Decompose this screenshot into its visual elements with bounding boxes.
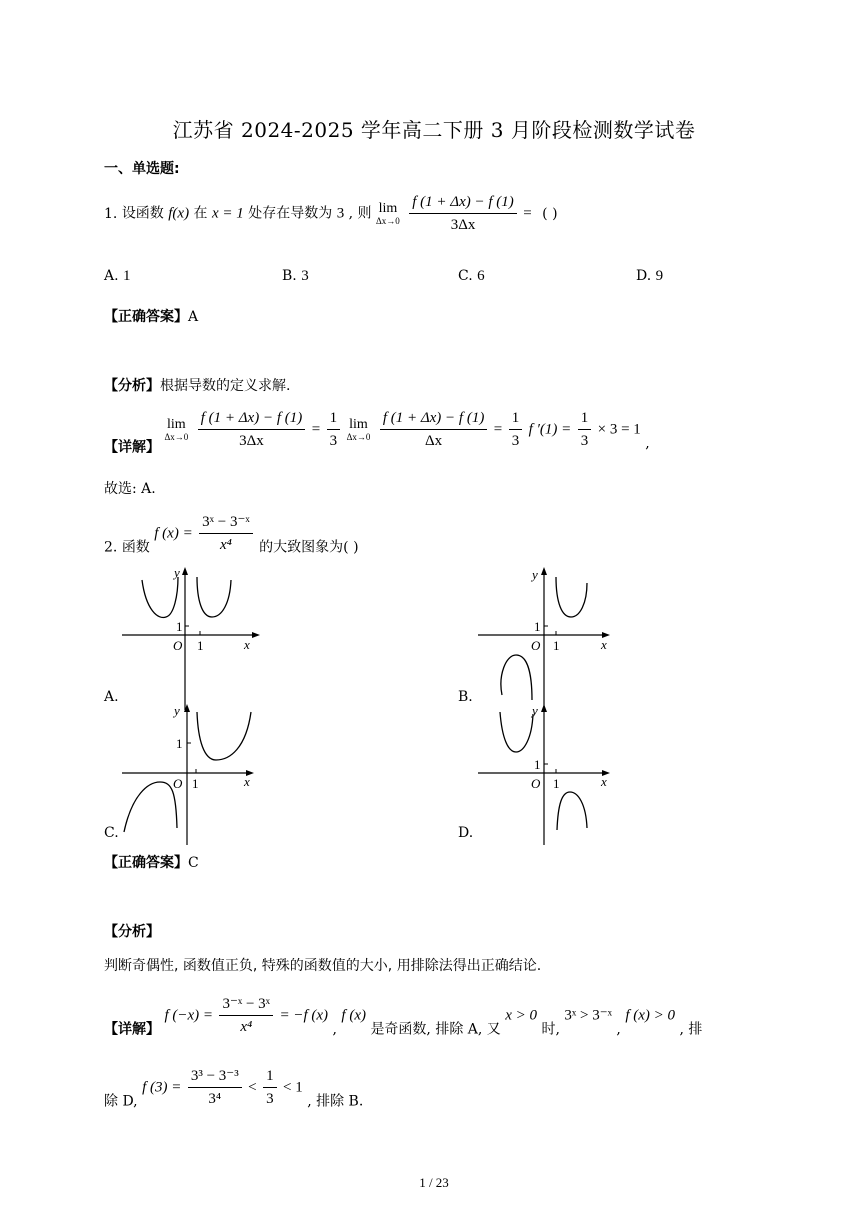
q1-detail-comma: , (645, 435, 650, 452)
graph-a-origin: O (173, 638, 183, 653)
graph-a-one-y: 1 (176, 619, 183, 634)
graph-c-one-x: 1 (192, 776, 199, 791)
q2-detail-f3: f (3) = (142, 1079, 182, 1096)
q2-detail-f3-num: 3³ − 3⁻³ (188, 1066, 242, 1088)
q2-graph-d (474, 700, 624, 845)
q1-analysis (104, 375, 290, 395)
q1-option-d-label: D. (636, 268, 652, 284)
q1-frac-den: 3Δx (450, 217, 476, 233)
q1-lim-sub: Δx→0 (376, 215, 400, 226)
q2-detail-lhs: f (−x) = (164, 1007, 214, 1024)
q1-analysis-label: 【分析】 (104, 378, 160, 394)
q1-cond: x = 1 (212, 205, 244, 222)
graph-c-one-y: 1 (176, 736, 183, 751)
q1-detail-times: × 3 = 1 (597, 421, 641, 438)
q1-detail-label: 【详解】 (104, 439, 160, 456)
q1-option-d-value: 9 (655, 268, 664, 284)
q2-detail-positive: f (x) > 0 (625, 1007, 676, 1024)
q2-f-lhs: f (x) = (154, 525, 193, 542)
q2-detail-f3-fraction (188, 1066, 242, 1109)
q1-conclusion: 故选: A. (104, 481, 156, 497)
q1-detail-eq-2: = (493, 421, 503, 438)
q2-detail-third-den: 3 (266, 1091, 274, 1107)
q1-detail-lim-1-word: lim (167, 416, 186, 432)
q1-detail-frac-1-num: f (1 + Δx) − f (1) (198, 408, 306, 430)
q1-detail-fprime: f ′(1) = (528, 421, 572, 438)
q2-detail-num: 3⁻ˣ − 3ˣ (219, 994, 273, 1016)
graph-b-curve-left (501, 655, 532, 700)
q2-detail-fraction (219, 994, 273, 1037)
q1-stem (104, 192, 558, 235)
q2-graph-c (118, 700, 268, 845)
graph-c-y-label: y (174, 703, 180, 718)
q1-detail-third-num: 1 (327, 408, 341, 430)
q2-analysis-text: 判断奇偶性, 函数值正负, 特殊的函数值的大小, 用排除法得出正确结论. (104, 958, 542, 974)
q2-detail-third-num: 1 (263, 1066, 277, 1088)
q1-text-1: 设函数 (121, 205, 164, 222)
q1-lim (376, 202, 400, 226)
q2-text-1: 函数 (121, 539, 150, 556)
graph-d-origin: O (531, 776, 541, 791)
q1-detail-lim-2-word: lim (349, 416, 368, 432)
graph-a-x-label: x (244, 637, 250, 652)
graph-c-curve-right (197, 712, 251, 760)
q2-detail-lt1: < 1 (283, 1079, 303, 1096)
graph-d-curve-right (557, 792, 587, 830)
q1-answer-label: 【正确答案】 (104, 309, 188, 325)
q1-detail-third-2-num: 1 (509, 408, 523, 430)
q2-detail-line-2 (104, 1066, 363, 1112)
q2-graph-a (118, 565, 268, 710)
graph-b-origin: O (531, 638, 541, 653)
q2-text-2: 的大致图象为( ) (259, 539, 359, 556)
q1-fx: f(x) (168, 205, 190, 222)
q2-detail-text-3: , 排 (679, 1021, 703, 1038)
q1-detail-frac-2-num: f (1 + Δx) − f (1) (380, 408, 488, 430)
q1-option-a (104, 268, 131, 285)
q1-detail-third-3-num: 1 (578, 408, 592, 430)
q2-f-den: x⁴ (220, 537, 232, 553)
q2-detail-label: 【详解】 (104, 1021, 160, 1038)
q2-stem (104, 512, 359, 558)
q1-detail-third-2 (509, 408, 523, 451)
q1-detail-lim-1-sub: Δx→0 (164, 431, 189, 442)
q2-f-fraction (199, 512, 253, 555)
q2-detail-rhs: = −f (x) (279, 1007, 329, 1024)
q1-detail (104, 408, 650, 458)
q1-detail-eq-1: = (311, 421, 321, 438)
q2-detail-lt: < (248, 1079, 257, 1096)
graph-b-curve-right (556, 577, 587, 617)
q2-detail-f3-den: 3⁴ (208, 1091, 222, 1107)
q1-detail-lim-1 (164, 418, 188, 442)
q2-detail-comma-2: , (616, 1021, 621, 1038)
graph-b-x-label: x (601, 637, 607, 652)
graph-c-origin: O (173, 776, 183, 791)
graph-b-one-y: 1 (534, 619, 541, 634)
q1-detail-third-3-den: 3 (580, 433, 589, 449)
graph-b-one-x: 1 (553, 638, 560, 653)
q2-detail-comma-1: , (332, 1021, 337, 1038)
q1-option-b (282, 268, 309, 285)
graph-a-one-x: 1 (197, 638, 204, 653)
q1-option-c (458, 268, 485, 285)
q1-detail-lim-2-sub: Δx→0 (346, 431, 371, 442)
q2-detail-text-5: , 排除 B. (307, 1093, 364, 1110)
page-title: 江苏省 2024-2025 学年高二下册 3 月阶段检测数学试卷 (172, 118, 696, 142)
q1-option-a-label: A. (104, 268, 119, 284)
graph-a-y-label: y (174, 565, 180, 580)
q1-detail-frac-2 (380, 408, 488, 451)
graph-b-y-label: y (532, 567, 538, 582)
q1-text-3: 处存在导数为 (248, 205, 333, 222)
q2-detail-ineq: 3ˣ > 3⁻ˣ (564, 1007, 612, 1024)
graph-c-x-label: x (244, 774, 250, 789)
q1-detail-third-2-den: 3 (511, 433, 520, 449)
q2-detail-line-1 (104, 994, 702, 1040)
q2-detail-text-4: 除 D, (104, 1093, 138, 1110)
q1-detail-third-3 (578, 408, 592, 451)
q1-option-a-value: 1 (123, 268, 131, 284)
graph-a-curve-left (142, 577, 178, 618)
q1-text-2: 在 (193, 205, 208, 222)
q2-option-d: D. (458, 825, 474, 841)
graph-a-curve-right (197, 577, 231, 617)
q1-number: 1. (104, 205, 118, 222)
q1-answer-value: A (188, 309, 199, 325)
q1-frac-num: f (1 + Δx) − f (1) (409, 192, 517, 214)
q1-three: 3 (336, 205, 345, 222)
q2-detail-third (263, 1066, 277, 1109)
q1-detail-frac-1-den: 3Δx (239, 433, 264, 449)
q2-option-a: A. (104, 689, 119, 705)
q2-graph-b (474, 565, 624, 710)
q1-option-d (636, 268, 663, 285)
q2-option-c: C. (104, 825, 119, 841)
q2-f-num: 3ˣ − 3⁻ˣ (199, 512, 253, 534)
q2-option-b: B. (458, 689, 473, 705)
graph-d-curve-left (500, 712, 533, 752)
q2-answer (104, 852, 199, 872)
q1-option-b-label: B. (282, 268, 297, 284)
graph-d-y-label: y (532, 703, 538, 718)
q2-number: 2. (104, 539, 118, 556)
graph-d-one-x: 1 (553, 776, 560, 791)
q1-detail-frac-2-den: Δx (425, 433, 443, 449)
q1-option-c-value: 6 (477, 268, 485, 284)
q2-detail-text-1: 是奇函数, 排除 A, 又 (370, 1021, 501, 1038)
graph-d-x-label: x (601, 774, 607, 789)
q1-analysis-text: 根据导数的定义求解. (160, 378, 291, 394)
graph-c-curve-left (124, 782, 177, 832)
q2-detail-fx: f (x) (341, 1007, 366, 1024)
graph-d-one-y: 1 (534, 757, 541, 772)
q1-lim-word: lim (378, 200, 398, 216)
q2-detail-text-2: 时, (541, 1021, 560, 1038)
page-number: 1 / 23 (419, 1175, 449, 1190)
q2-analysis-label: 【分析】 (104, 924, 160, 940)
q1-text-4: , 则 (348, 205, 372, 222)
q1-detail-frac-1 (198, 408, 306, 451)
q2-answer-label: 【正确答案】 (104, 855, 188, 871)
q1-detail-third-den: 3 (329, 433, 338, 449)
q1-option-b-value: 3 (301, 268, 309, 284)
q1-option-c-label: C. (458, 268, 473, 284)
q2-answer-value: C (188, 855, 199, 871)
q1-fraction (409, 192, 517, 235)
q1-blank: ( ) (542, 205, 558, 222)
section-heading: 一、单选题: (104, 161, 180, 177)
q2-detail-cond: x > 0 (505, 1007, 538, 1024)
q1-equals: = (523, 205, 532, 222)
q1-detail-third (327, 408, 341, 451)
q1-answer (104, 306, 198, 326)
q2-detail-den: x⁴ (240, 1019, 253, 1035)
q1-detail-lim-2 (347, 418, 371, 442)
